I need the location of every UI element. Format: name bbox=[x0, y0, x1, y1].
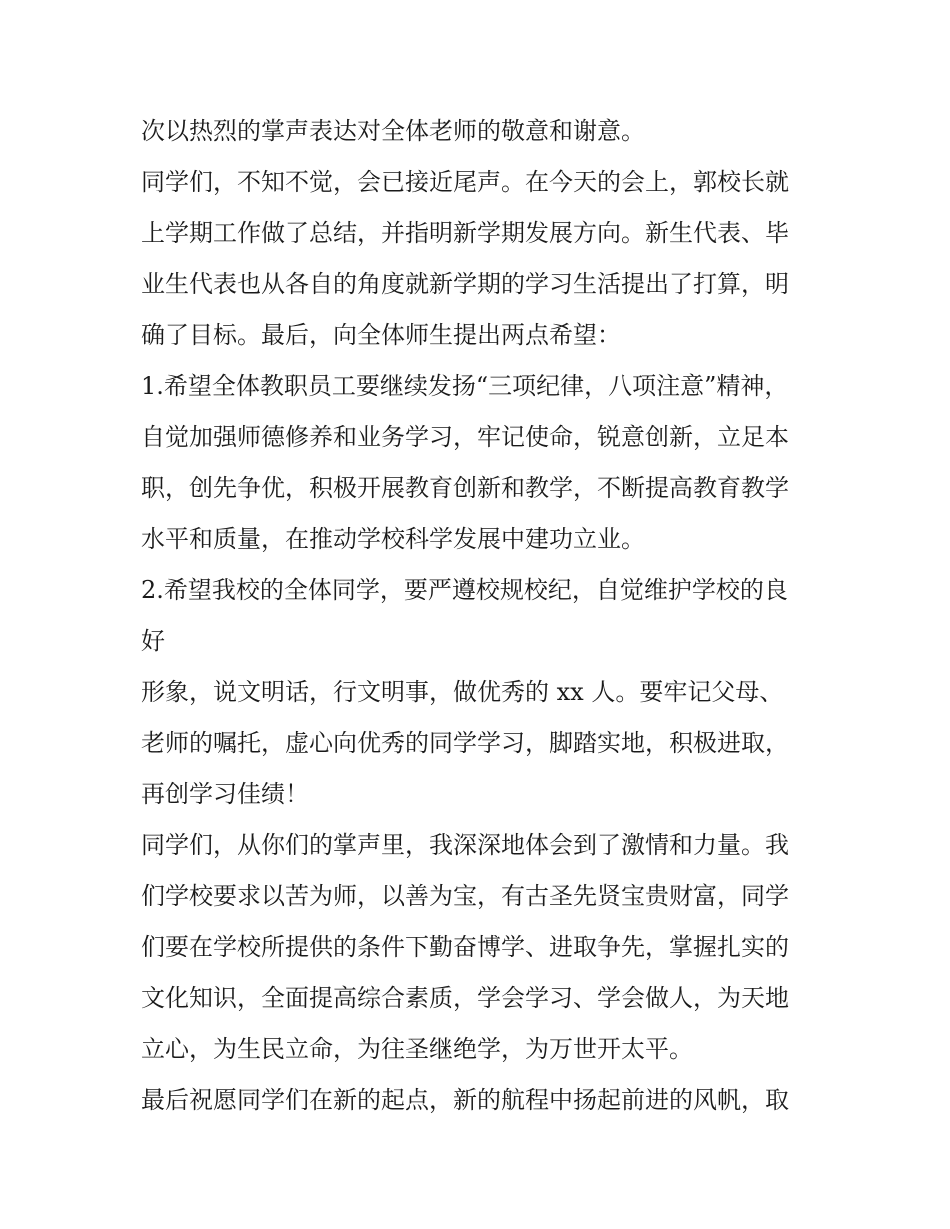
text-line: 次以热烈的掌声表达对全体老师的敬意和谢意。 bbox=[141, 117, 645, 145]
text-line: 2.希望我校的全体同学，要严遵校规校纪，自觉维护学校的良 bbox=[141, 576, 788, 604]
text-line: 水平和质量，在推动学校科学发展中建功立业。 bbox=[141, 525, 645, 553]
text-line: 上学期工作做了总结，并指明新学期发展方向。新生代表、毕 bbox=[141, 219, 789, 247]
text-line: 老师的嘱托，虚心向优秀的同学学习，脚踏实地，积极进取， bbox=[141, 729, 789, 757]
document-body bbox=[141, 106, 821, 1126]
text-line: 立心，为生民立命，为往圣继绝学，为万世开太平。 bbox=[141, 1035, 693, 1063]
text-line: 自觉加强师德修养和业务学习，牢记使命，锐意创新，立足本 bbox=[141, 423, 789, 451]
text-line: 同学们，不知不觉，会已接近尾声。在今天的会上，郭校长就 bbox=[141, 168, 789, 196]
text-line: 形象，说文明话，行文明事，做优秀的 xx 人。要牢记父母、 bbox=[141, 678, 784, 706]
text-line: 文化知识，全面提高综合素质，学会学习、学会做人，为天地 bbox=[141, 984, 789, 1012]
text-line: 业生代表也从各自的角度就新学期的学习生活提出了打算，明 bbox=[141, 270, 789, 298]
text-line: 确了目标。最后，向全体师生提出两点希望： bbox=[141, 321, 621, 349]
text-line: 最后祝愿同学们在新的起点，新的航程中扬起前进的风帆，取 bbox=[141, 1086, 789, 1114]
text-line: 们学校要求以苦为师，以善为宝，有古圣先贤宝贵财富，同学 bbox=[141, 882, 789, 910]
text-line: 再创学习佳绩！ bbox=[141, 780, 309, 808]
text-line: 好 bbox=[141, 627, 165, 655]
text-line: 们要在学校所提供的条件下勤奋博学、进取争先，掌握扎实的 bbox=[141, 933, 789, 961]
text-line: 同学们，从你们的掌声里，我深深地体会到了激情和力量。我 bbox=[141, 831, 789, 859]
text-line: 1.希望全体教职员工要继续发扬“三项纪律，八项注意”精神， bbox=[141, 372, 789, 400]
text-line: 职，创先争优，积极开展教育创新和教学，不断提高教育教学 bbox=[141, 474, 789, 502]
